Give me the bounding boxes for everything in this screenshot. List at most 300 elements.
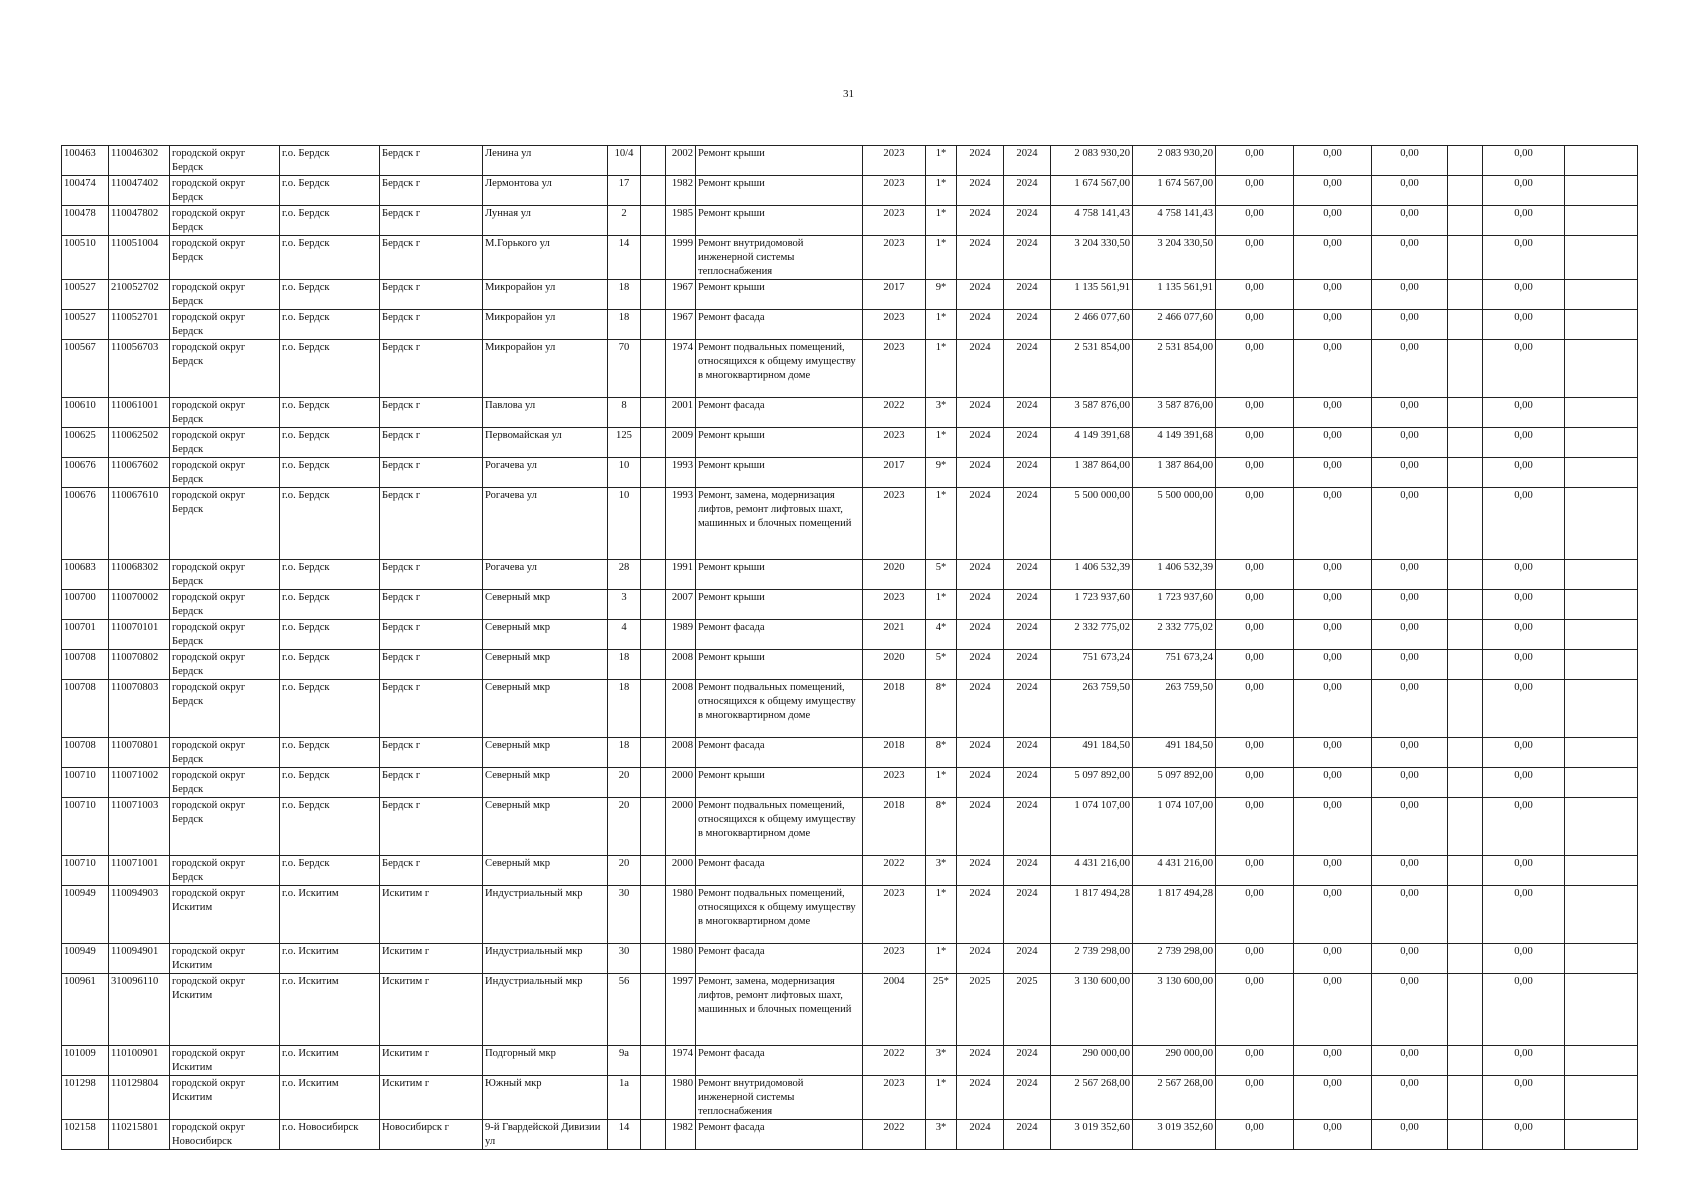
cell-district: г.о. Бердск	[280, 798, 380, 856]
cell-object-id: 110062502	[109, 428, 170, 458]
cell-work-type: Ремонт подвальных помещений, относящихся к общему имуществу в многоквартирном доме	[696, 340, 863, 398]
cell-settlement: Бердск г	[380, 280, 483, 310]
cell-total-cost: 491 184,50	[1051, 738, 1133, 768]
cell-address-id: 101298	[62, 1076, 109, 1120]
cell-plan-end-year: 2024	[1004, 768, 1051, 798]
cell-priority: 25*	[926, 974, 957, 1046]
cell-street: Рогачева ул	[483, 488, 608, 560]
cell-district: г.о. Бердск	[280, 650, 380, 680]
cell-total-cost: 2 567 268,00	[1051, 1076, 1133, 1120]
cell-construction-year: 2008	[666, 680, 696, 738]
cell-construction-year: 1980	[666, 886, 696, 944]
cell-cost-col-17: 0,00	[1216, 798, 1294, 856]
cell-street: Северный мкр	[483, 856, 608, 886]
cell-house-number: 10	[608, 458, 641, 488]
cell-object-id: 310096110	[109, 974, 170, 1046]
cell-cost-col-21: 0,00	[1483, 458, 1565, 488]
table-row	[62, 886, 1638, 944]
cell-cost-col-21: 0,00	[1483, 738, 1565, 768]
cell-plan-start-year: 2024	[957, 488, 1004, 560]
cell-municipality: городской округ Искитим	[170, 944, 280, 974]
cell-cost-col-21: 0,00	[1483, 560, 1565, 590]
cell-total-cost: 263 759,50	[1051, 680, 1133, 738]
cell-building	[641, 398, 666, 428]
cell-municipality: городской округ Бердск	[170, 236, 280, 280]
cell-cost-col-18: 0,00	[1294, 458, 1372, 488]
cell-priority: 1*	[926, 310, 957, 340]
cell-cost-col-19: 0,00	[1372, 1120, 1448, 1150]
cell-cost-col-18: 0,00	[1294, 1046, 1372, 1076]
cell-building	[641, 680, 666, 738]
cell-cost-col-18: 0,00	[1294, 768, 1372, 798]
cell-district: г.о. Бердск	[280, 310, 380, 340]
cell-district: г.о. Бердск	[280, 560, 380, 590]
cell-plan-end-year: 2024	[1004, 738, 1051, 768]
cell-object-id: 110052701	[109, 310, 170, 340]
cell-work-type: Ремонт фасада	[696, 738, 863, 768]
cell-blank-col-22	[1565, 974, 1638, 1046]
cell-cost-col-17: 0,00	[1216, 1076, 1294, 1120]
cell-district: г.о. Бердск	[280, 680, 380, 738]
cell-fund-cost: 1 817 494,28	[1133, 886, 1216, 944]
cell-work-type: Ремонт крыши	[696, 280, 863, 310]
cell-last-repair-year: 2023	[863, 488, 926, 560]
cell-cost-col-18: 0,00	[1294, 590, 1372, 620]
cell-cost-col-21: 0,00	[1483, 620, 1565, 650]
cell-cost-col-18: 0,00	[1294, 236, 1372, 280]
cell-work-type: Ремонт крыши	[696, 560, 863, 590]
cell-object-id: 110094903	[109, 886, 170, 944]
cell-work-type: Ремонт фасада	[696, 398, 863, 428]
cell-work-type: Ремонт фасада	[696, 944, 863, 974]
cell-building	[641, 590, 666, 620]
cell-plan-end-year: 2024	[1004, 428, 1051, 458]
table-row	[62, 560, 1638, 590]
cell-municipality: городской округ Бердск	[170, 590, 280, 620]
cell-cost-col-18: 0,00	[1294, 650, 1372, 680]
cell-cost-col-21: 0,00	[1483, 886, 1565, 944]
cell-plan-start-year: 2024	[957, 1046, 1004, 1076]
cell-last-repair-year: 2004	[863, 974, 926, 1046]
cell-priority: 3*	[926, 1046, 957, 1076]
cell-cost-col-19: 0,00	[1372, 560, 1448, 590]
cell-last-repair-year: 2018	[863, 738, 926, 768]
cell-building	[641, 310, 666, 340]
cell-blank-col-20	[1448, 310, 1483, 340]
cell-cost-col-19: 0,00	[1372, 310, 1448, 340]
cell-total-cost: 4 431 216,00	[1051, 856, 1133, 886]
cell-work-type: Ремонт фасада	[696, 310, 863, 340]
cell-cost-col-19: 0,00	[1372, 236, 1448, 280]
cell-fund-cost: 491 184,50	[1133, 738, 1216, 768]
cell-house-number: 3	[608, 590, 641, 620]
cell-blank-col-22	[1565, 590, 1638, 620]
cell-object-id: 110070803	[109, 680, 170, 738]
cell-work-type: Ремонт подвальных помещений, относящихся к общему имуществу в многоквартирном доме	[696, 680, 863, 738]
cell-priority: 1*	[926, 886, 957, 944]
cell-work-type: Ремонт внутридомовой инженерной системы теплоснабжения	[696, 1076, 863, 1120]
table-row	[62, 738, 1638, 768]
cell-settlement: Искитим г	[380, 944, 483, 974]
cell-cost-col-19: 0,00	[1372, 146, 1448, 176]
cell-cost-col-19: 0,00	[1372, 590, 1448, 620]
cell-construction-year: 1974	[666, 1046, 696, 1076]
cell-construction-year: 1997	[666, 974, 696, 1046]
cell-municipality: городской округ Бердск	[170, 560, 280, 590]
cell-settlement: Искитим г	[380, 886, 483, 944]
cell-object-id: 110100901	[109, 1046, 170, 1076]
cell-total-cost: 3 130 600,00	[1051, 974, 1133, 1046]
cell-work-type: Ремонт крыши	[696, 650, 863, 680]
cell-last-repair-year: 2017	[863, 458, 926, 488]
cell-blank-col-20	[1448, 236, 1483, 280]
cell-house-number: 56	[608, 974, 641, 1046]
cell-fund-cost: 2 739 298,00	[1133, 944, 1216, 974]
cell-cost-col-17: 0,00	[1216, 974, 1294, 1046]
cell-municipality: городской округ Бердск	[170, 340, 280, 398]
cell-street: Северный мкр	[483, 680, 608, 738]
cell-address-id: 101009	[62, 1046, 109, 1076]
cell-fund-cost: 751 673,24	[1133, 650, 1216, 680]
table-body	[62, 146, 1638, 1150]
cell-blank-col-20	[1448, 768, 1483, 798]
cell-total-cost: 1 723 937,60	[1051, 590, 1133, 620]
cell-fund-cost: 5 500 000,00	[1133, 488, 1216, 560]
page-number: 31	[843, 88, 854, 100]
cell-plan-end-year: 2024	[1004, 620, 1051, 650]
cell-construction-year: 1993	[666, 488, 696, 560]
cell-blank-col-22	[1565, 1076, 1638, 1120]
cell-municipality: городской округ Бердск	[170, 310, 280, 340]
cell-municipality: городской округ Бердск	[170, 488, 280, 560]
cell-priority: 3*	[926, 398, 957, 428]
cell-total-cost: 290 000,00	[1051, 1046, 1133, 1076]
cell-cost-col-19: 0,00	[1372, 488, 1448, 560]
cell-cost-col-21: 0,00	[1483, 650, 1565, 680]
table-row	[62, 488, 1638, 560]
cell-object-id: 210052702	[109, 280, 170, 310]
cell-address-id: 102158	[62, 1120, 109, 1150]
cell-plan-start-year: 2024	[957, 590, 1004, 620]
cell-district: г.о. Бердск	[280, 428, 380, 458]
cell-total-cost: 2 083 930,20	[1051, 146, 1133, 176]
table-row	[62, 1120, 1638, 1150]
cell-object-id: 110047802	[109, 206, 170, 236]
cell-cost-col-18: 0,00	[1294, 974, 1372, 1046]
cell-building	[641, 146, 666, 176]
cell-cost-col-19: 0,00	[1372, 768, 1448, 798]
table-row	[62, 458, 1638, 488]
table-row	[62, 974, 1638, 1046]
cell-cost-col-18: 0,00	[1294, 176, 1372, 206]
cell-address-id: 100510	[62, 236, 109, 280]
cell-plan-start-year: 2024	[957, 310, 1004, 340]
cell-address-id: 100700	[62, 590, 109, 620]
cell-cost-col-19: 0,00	[1372, 1046, 1448, 1076]
cell-cost-col-17: 0,00	[1216, 488, 1294, 560]
cell-district: г.о. Бердск	[280, 768, 380, 798]
cell-work-type: Ремонт фасада	[696, 1046, 863, 1076]
cell-cost-col-17: 0,00	[1216, 886, 1294, 944]
cell-priority: 8*	[926, 680, 957, 738]
cell-blank-col-22	[1565, 886, 1638, 944]
cell-cost-col-21: 0,00	[1483, 1120, 1565, 1150]
cell-plan-start-year: 2024	[957, 620, 1004, 650]
table-row	[62, 1076, 1638, 1120]
cell-priority: 1*	[926, 176, 957, 206]
cell-municipality: городской округ Бердск	[170, 620, 280, 650]
cell-plan-end-year: 2024	[1004, 856, 1051, 886]
cell-last-repair-year: 2023	[863, 236, 926, 280]
cell-street: Рогачева ул	[483, 560, 608, 590]
cell-plan-end-year: 2024	[1004, 1046, 1051, 1076]
cell-object-id: 110070801	[109, 738, 170, 768]
cell-cost-col-21: 0,00	[1483, 768, 1565, 798]
cell-total-cost: 2 531 854,00	[1051, 340, 1133, 398]
cell-cost-col-18: 0,00	[1294, 560, 1372, 590]
cell-plan-end-year: 2024	[1004, 488, 1051, 560]
cell-fund-cost: 2 466 077,60	[1133, 310, 1216, 340]
cell-blank-col-20	[1448, 280, 1483, 310]
cell-address-id: 100710	[62, 856, 109, 886]
cell-street: Микрорайон ул	[483, 340, 608, 398]
cell-district: г.о. Искитим	[280, 944, 380, 974]
cell-construction-year: 1993	[666, 458, 696, 488]
cell-address-id: 100610	[62, 398, 109, 428]
cell-priority: 3*	[926, 1120, 957, 1150]
cell-last-repair-year: 2023	[863, 944, 926, 974]
cell-plan-end-year: 2024	[1004, 176, 1051, 206]
cell-house-number: 18	[608, 310, 641, 340]
cell-plan-end-year: 2024	[1004, 310, 1051, 340]
cell-cost-col-19: 0,00	[1372, 738, 1448, 768]
cell-work-type: Ремонт крыши	[696, 206, 863, 236]
cell-house-number: 2	[608, 206, 641, 236]
cell-district: г.о. Бердск	[280, 458, 380, 488]
cell-settlement: Бердск г	[380, 620, 483, 650]
cell-cost-col-18: 0,00	[1294, 398, 1372, 428]
cell-cost-col-17: 0,00	[1216, 458, 1294, 488]
cell-settlement: Бердск г	[380, 768, 483, 798]
cell-cost-col-18: 0,00	[1294, 488, 1372, 560]
cell-blank-col-22	[1565, 458, 1638, 488]
cell-construction-year: 2002	[666, 146, 696, 176]
cell-last-repair-year: 2023	[863, 886, 926, 944]
table-row	[62, 650, 1638, 680]
cell-object-id: 110046302	[109, 146, 170, 176]
cell-last-repair-year: 2020	[863, 650, 926, 680]
cell-plan-end-year: 2024	[1004, 146, 1051, 176]
cell-fund-cost: 4 758 141,43	[1133, 206, 1216, 236]
cell-blank-col-20	[1448, 560, 1483, 590]
cell-plan-start-year: 2024	[957, 680, 1004, 738]
cell-district: г.о. Бердск	[280, 206, 380, 236]
cell-total-cost: 5 097 892,00	[1051, 768, 1133, 798]
cell-settlement: Бердск г	[380, 428, 483, 458]
cell-settlement: Искитим г	[380, 974, 483, 1046]
cell-blank-col-20	[1448, 1076, 1483, 1120]
cell-district: г.о. Бердск	[280, 280, 380, 310]
cell-fund-cost: 1 674 567,00	[1133, 176, 1216, 206]
cell-cost-col-19: 0,00	[1372, 944, 1448, 974]
cell-cost-col-19: 0,00	[1372, 798, 1448, 856]
cell-plan-start-year: 2024	[957, 856, 1004, 886]
cell-cost-col-18: 0,00	[1294, 340, 1372, 398]
cell-street: Индустриальный мкр	[483, 886, 608, 944]
cell-cost-col-18: 0,00	[1294, 428, 1372, 458]
cell-blank-col-22	[1565, 680, 1638, 738]
cell-fund-cost: 4 431 216,00	[1133, 856, 1216, 886]
cell-street: Северный мкр	[483, 650, 608, 680]
cell-blank-col-22	[1565, 856, 1638, 886]
cell-plan-end-year: 2024	[1004, 798, 1051, 856]
cell-fund-cost: 5 097 892,00	[1133, 768, 1216, 798]
cell-cost-col-17: 0,00	[1216, 1120, 1294, 1150]
cell-house-number: 1а	[608, 1076, 641, 1120]
cell-fund-cost: 3 130 600,00	[1133, 974, 1216, 1046]
cell-address-id: 100478	[62, 206, 109, 236]
cell-construction-year: 1974	[666, 340, 696, 398]
cell-cost-col-21: 0,00	[1483, 590, 1565, 620]
cell-work-type: Ремонт фасада	[696, 620, 863, 650]
cell-house-number: 20	[608, 798, 641, 856]
cell-settlement: Бердск г	[380, 206, 483, 236]
cell-street: Ленина ул	[483, 146, 608, 176]
cell-address-id: 100625	[62, 428, 109, 458]
cell-construction-year: 2000	[666, 798, 696, 856]
table-row	[62, 1046, 1638, 1076]
cell-blank-col-20	[1448, 944, 1483, 974]
cell-blank-col-20	[1448, 146, 1483, 176]
cell-blank-col-22	[1565, 738, 1638, 768]
cell-cost-col-21: 0,00	[1483, 1076, 1565, 1120]
cell-plan-start-year: 2024	[957, 798, 1004, 856]
cell-settlement: Бердск г	[380, 590, 483, 620]
cell-plan-start-year: 2024	[957, 146, 1004, 176]
cell-total-cost: 1 387 864,00	[1051, 458, 1133, 488]
cell-construction-year: 2007	[666, 590, 696, 620]
cell-fund-cost: 2 531 854,00	[1133, 340, 1216, 398]
cell-total-cost: 2 332 775,02	[1051, 620, 1133, 650]
cell-fund-cost: 263 759,50	[1133, 680, 1216, 738]
cell-plan-start-year: 2024	[957, 886, 1004, 944]
cell-priority: 1*	[926, 206, 957, 236]
cell-cost-col-21: 0,00	[1483, 280, 1565, 310]
cell-total-cost: 4 758 141,43	[1051, 206, 1133, 236]
cell-work-type: Ремонт фасада	[696, 1120, 863, 1150]
cell-plan-end-year: 2024	[1004, 340, 1051, 398]
cell-house-number: 14	[608, 236, 641, 280]
cell-house-number: 10	[608, 488, 641, 560]
cell-last-repair-year: 2023	[863, 340, 926, 398]
cell-house-number: 30	[608, 944, 641, 974]
cell-house-number: 70	[608, 340, 641, 398]
cell-municipality: городской округ Бердск	[170, 798, 280, 856]
cell-last-repair-year: 2022	[863, 1046, 926, 1076]
cell-cost-col-21: 0,00	[1483, 428, 1565, 458]
cell-object-id: 110067610	[109, 488, 170, 560]
cell-cost-col-17: 0,00	[1216, 650, 1294, 680]
cell-street: Лунная ул	[483, 206, 608, 236]
cell-cost-col-17: 0,00	[1216, 560, 1294, 590]
cell-municipality: городской округ Искитим	[170, 1046, 280, 1076]
cell-cost-col-21: 0,00	[1483, 146, 1565, 176]
cell-plan-start-year: 2024	[957, 176, 1004, 206]
cell-blank-col-20	[1448, 620, 1483, 650]
repair-program-table	[61, 145, 1638, 1150]
cell-last-repair-year: 2018	[863, 798, 926, 856]
cell-total-cost: 1 674 567,00	[1051, 176, 1133, 206]
cell-blank-col-22	[1565, 1046, 1638, 1076]
cell-settlement: Бердск г	[380, 798, 483, 856]
cell-work-type: Ремонт фасада	[696, 856, 863, 886]
cell-plan-start-year: 2024	[957, 768, 1004, 798]
cell-building	[641, 650, 666, 680]
cell-cost-col-17: 0,00	[1216, 206, 1294, 236]
cell-municipality: городской округ Бердск	[170, 428, 280, 458]
cell-blank-col-20	[1448, 680, 1483, 738]
cell-street: Индустриальный мкр	[483, 974, 608, 1046]
cell-plan-start-year: 2024	[957, 280, 1004, 310]
cell-work-type: Ремонт крыши	[696, 176, 863, 206]
cell-address-id: 100708	[62, 650, 109, 680]
cell-priority: 1*	[926, 236, 957, 280]
cell-fund-cost: 2 332 775,02	[1133, 620, 1216, 650]
cell-street: Северный мкр	[483, 590, 608, 620]
cell-work-type: Ремонт подвальных помещений, относящихся к общему имуществу в многоквартирном доме	[696, 886, 863, 944]
cell-fund-cost: 3 204 330,50	[1133, 236, 1216, 280]
cell-house-number: 14	[608, 1120, 641, 1150]
cell-total-cost: 1 406 532,39	[1051, 560, 1133, 590]
cell-building	[641, 620, 666, 650]
cell-street: Северный мкр	[483, 738, 608, 768]
cell-cost-col-19: 0,00	[1372, 280, 1448, 310]
cell-work-type: Ремонт, замена, модернизация лифтов, ремонт лифтовых шахт, машинных и блочных помещений	[696, 974, 863, 1046]
cell-fund-cost: 1 406 532,39	[1133, 560, 1216, 590]
cell-blank-col-22	[1565, 340, 1638, 398]
cell-municipality: городской округ Бердск	[170, 280, 280, 310]
cell-settlement: Бердск г	[380, 340, 483, 398]
cell-house-number: 18	[608, 650, 641, 680]
cell-house-number: 18	[608, 738, 641, 768]
cell-plan-start-year: 2024	[957, 1076, 1004, 1120]
cell-plan-end-year: 2024	[1004, 236, 1051, 280]
cell-house-number: 30	[608, 886, 641, 944]
table-row	[62, 590, 1638, 620]
cell-construction-year: 1980	[666, 944, 696, 974]
cell-building	[641, 280, 666, 310]
cell-fund-cost: 1 074 107,00	[1133, 798, 1216, 856]
cell-blank-col-22	[1565, 1120, 1638, 1150]
cell-plan-end-year: 2024	[1004, 886, 1051, 944]
cell-cost-col-18: 0,00	[1294, 798, 1372, 856]
cell-blank-col-20	[1448, 1120, 1483, 1150]
cell-settlement: Искитим г	[380, 1046, 483, 1076]
cell-building	[641, 886, 666, 944]
cell-municipality: городской округ Бердск	[170, 768, 280, 798]
cell-plan-start-year: 2024	[957, 428, 1004, 458]
cell-settlement: Бердск г	[380, 488, 483, 560]
cell-priority: 1*	[926, 340, 957, 398]
cell-total-cost: 3 587 876,00	[1051, 398, 1133, 428]
cell-cost-col-19: 0,00	[1372, 176, 1448, 206]
cell-house-number: 18	[608, 280, 641, 310]
cell-construction-year: 2008	[666, 738, 696, 768]
cell-priority: 1*	[926, 944, 957, 974]
cell-cost-col-21: 0,00	[1483, 974, 1565, 1046]
cell-building	[641, 798, 666, 856]
table-row	[62, 146, 1638, 176]
